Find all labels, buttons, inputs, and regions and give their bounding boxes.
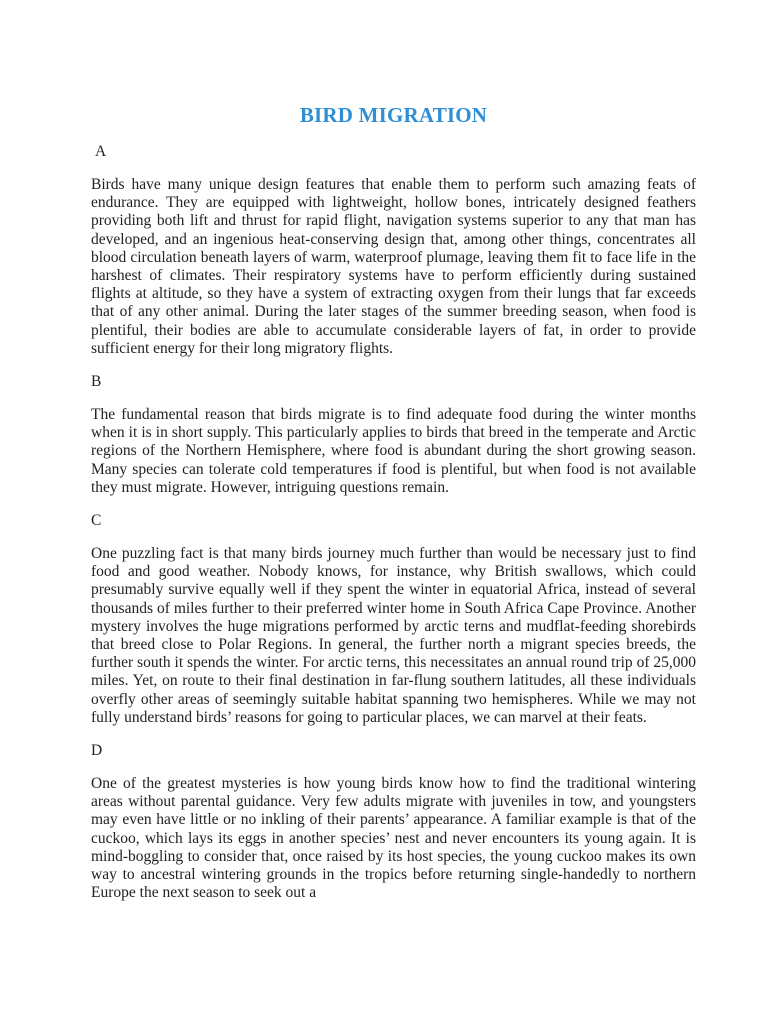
document-page bbox=[91, 0, 696, 1024]
section-paragraph-c: One puzzling fact is that many birds journey much further than would be necessary just to find food and good weather. Nobody knows, for instance, why British swallows, which could presumably survive equally well if they spent the winter in equatorial Africa, instead of several thousands of miles further to their preferred winter home in South Africa Cape Province. Another mystery involves the huge migrations performed by arctic terns and mudflat-feeding shorebirds that breed close to Polar Regions. In general, the further north a migrant species breeds, the further south it spends the winter. For arctic terns, this necessitates an annual round trip of 25,000 miles. Yet, on route to their final destination in far-flung southern latitudes, all these individuals overfly other areas of seemingly suitable habitat spanning two hemispheres. While we may not fully understand birds’ reasons for going to particular places, we can marvel at their feats. bbox=[91, 545, 696, 726]
section-paragraph-a: Birds have many unique design features that enable them to perform such amazing feats of endurance. They are equipped with lightweight, hollow bones, intricately designed feathers providing both lift and thrust for rapid flight, navigation systems superior to any that man has developed, and an ingenious heat-conserving design that, among other things, concentrates all blood circulation beneath layers of warm, waterproof plumage, leaving them fit to face life in the harshest of climates. Their respiratory systems have to perform efficiently during sustained flights at altitude, so they have a system of extracting oxygen from their lungs that far exceeds that of any other animal. During the later stages of the summer breeding season, when food is plentiful, their bodies are able to accumulate considerable layers of fat, in order to provide sufficient energy for their long migratory flights. bbox=[91, 176, 696, 357]
section-label-c: C bbox=[91, 512, 102, 530]
section-label-d: D bbox=[91, 742, 103, 760]
section-label-b: B bbox=[91, 373, 102, 391]
section-label-a: A bbox=[95, 143, 107, 160]
document-title: BIRD MIGRATION bbox=[299, 103, 488, 127]
section-paragraph-b: The fundamental reason that birds migrate is to find adequate food during the winter months when it is in short supply. This particularly applies to birds that breed in the temperate and Arctic regions of the Northern Hemisphere, where food is abundant during the short growing season. Many species can tolerate cold temperatures if food is plentiful, but when food is not available they must migrate. However, intriguing questions remain. bbox=[91, 406, 696, 496]
section-paragraph-d: One of the greatest mysteries is how young birds know how to find the traditional wintering areas without parental guidance. Very few adults migrate with juveniles in tow, and youngsters may even have little or no inkling of their parents’ appearance. A familiar example is that of the cuckoo, which lays its eggs in another species’ nest and never encounters its young again. It is mind-boggling to consider that, once raised by its host species, the young cuckoo makes its own way to ancestral wintering grounds in the tropics before returning single-handedly to northern Europe the next season to seek out a bbox=[91, 775, 696, 902]
